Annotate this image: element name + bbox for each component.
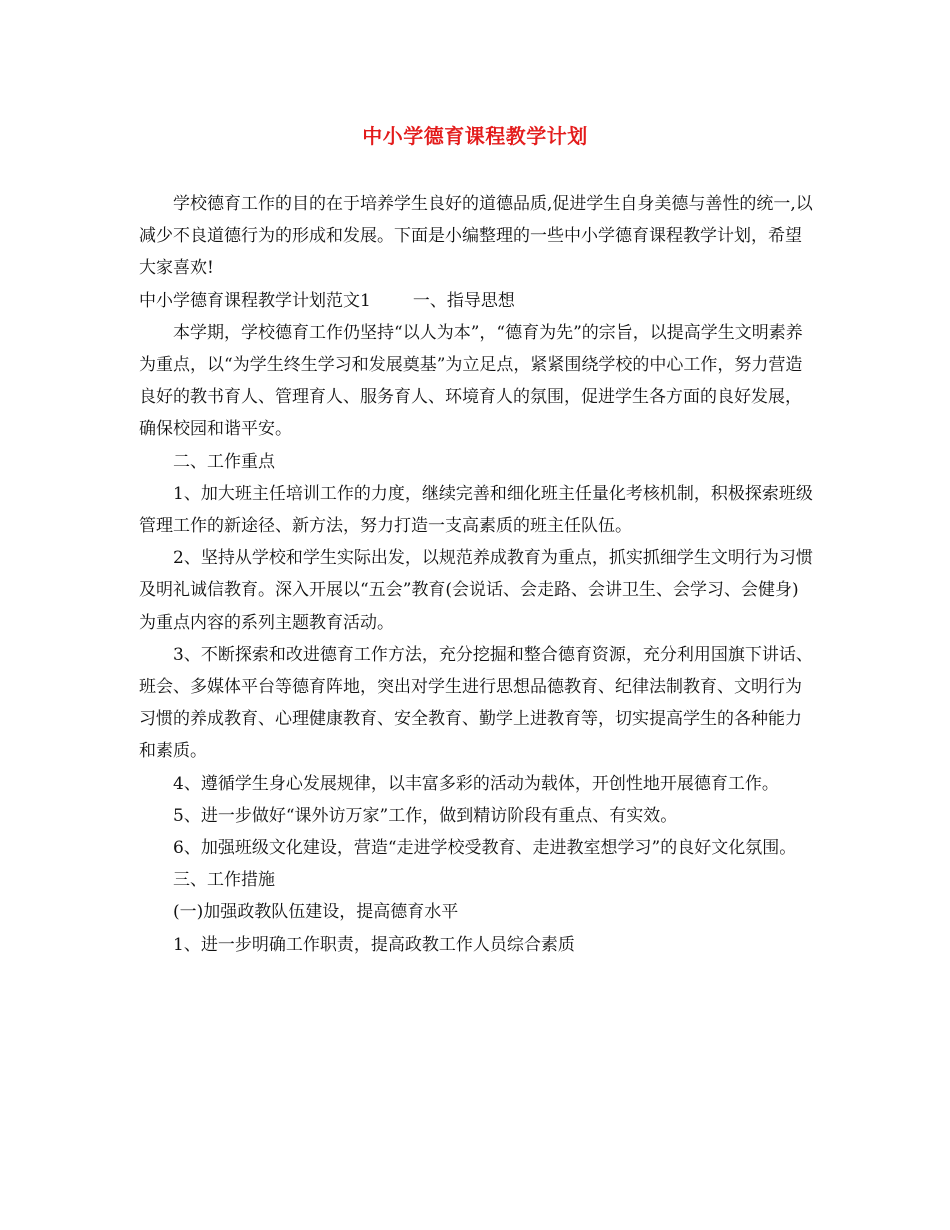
work-item-1: 1、加大班主任培训工作的力度，继续完善和细化班主任量化考核机制，积极探索班级管理工作的新途径、新方法，努力打造一支高素质的班主任队伍。 [139,483,813,537]
work-item-5: 5、进一步做好“课外访万家”工作，做到精访阶段有重点、有实效。 [173,805,678,826]
document-title: 中小学德育课程教学计划 [362,124,588,148]
subsection1-heading: (一)加强政教队伍建设，提高德育水平 [173,902,459,923]
section2-heading: 二、工作重点 [173,451,275,472]
section1-body: 本学期，学校德育工作仍坚持“以人为本”，“德育为先”的宗旨，以提高学生文明素养为重点，以“为学生终生学习和发展奠基”为立足点，紧紧围绕学校的中心工作，努力营造良好的教书育人、管理育人、服务育人、环境育人的氛围，促进学生各方面的良好发展，确保校园和谐平安。 [139,322,803,440]
work-item-2: 2、坚持从学校和学生实际出发，以规范养成教育为重点，抓实抓细学生文明行为习惯及明礼诚信教育。深入开展以“五会”教育(会说话、会走路、会讲卫生、会学习、会健身)为重点内容的系列主题教育活动。 [139,548,813,633]
section3-heading: 三、工作措施 [173,870,275,891]
section1-heading: 一、指导思想 [412,290,515,311]
sample-heading-line [139,285,814,317]
work-item-6: 6、加强班级文化建设，营造“走进学校受教育、走进教室想学习”的良好文化氛围。 [173,838,797,859]
intro-paragraph: 学校德育工作的目的在于培养学生良好的道德品质,促进学生自身美德与善性的统一,以减少不良道德行为的形成和发展。下面是小编整理的一些中小学德育课程教学计划，希望大家喜欢! [139,194,813,279]
document-body [139,188,814,961]
sample-heading: 中小学德育课程教学计划范文1 [139,290,371,311]
work-item-3: 3、不断探索和改进德育工作方法，充分挖掘和整合德育资源，充分利用国旗下讲话、班会、多媒体平台等德育阵地，突出对学生进行思想品德教育、纪律法制教育、文明行为习惯的养成教育、心理健康教育、安全教育、勤学上进教育等，切实提高学生的各种能力和素质。 [139,644,813,762]
work-item-4: 4、遵循学生身心发展规律，以丰富多彩的活动为载体，开创性地开展德育工作。 [173,773,779,794]
subsection1-item1: 1、进一步明确工作职责，提高政教工作人员综合素质 [173,934,575,955]
